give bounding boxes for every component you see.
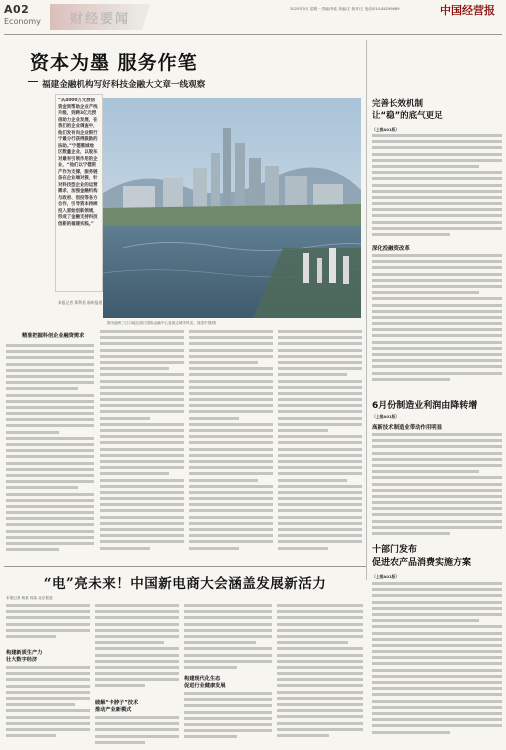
bottom-divider — [4, 566, 366, 567]
bottom-headline: “电”亮未来！中国新电商大会涵盖发展新活力 — [43, 576, 327, 592]
header-divider — [4, 34, 502, 35]
newspaper-logo: 中国经营报 — [440, 4, 495, 17]
photo-caption: 图为福州三江口地区滨江国际金融中心及周边城市风光。视觉中国/图 — [107, 321, 217, 325]
continuation-label-2: （上接A01版） — [372, 414, 400, 419]
bottom-col-4 — [277, 604, 363, 748]
right-body-1a — [372, 134, 502, 242]
bottom-col-3b — [184, 692, 272, 748]
bottom-col-1a — [6, 604, 90, 648]
right-subhead-2: 高新技术制造业带动作用明显 — [372, 425, 443, 431]
body-column-1 — [6, 344, 94, 564]
continuation-label-1: （上接A01版） — [372, 127, 400, 132]
right-subhead-1: 深化投融资改革 — [372, 246, 410, 252]
right-body-2 — [372, 433, 502, 539]
page-header — [0, 0, 506, 38]
right-body-1b — [372, 254, 502, 392]
subtitle-dash — [28, 81, 38, 82]
section-name: Economy — [4, 17, 41, 26]
lead-intro: “从4000万元授信资金到帮助企业产线升级，到跨3亿元授信助力企业发展，在我们的企业调查中，他们发有向企业银行宁最分行获得鼓励的扶助。”宁德蕉城地区数量企业，以股东对最有引领作用的企业，“他们以宁德资产作为支撑，服务链条在企业端对接，针对科技型企业的运营需求，加强金融机构与政府、创投等各方合作，引导资本持续投入原始创新领域，形成了金融支持科技创新的福建实践。” — [58, 98, 98, 227]
bottom-subhead-c: 构建现代化生态 促进行业健康发展 — [184, 676, 226, 689]
city-skyline-photo — [103, 98, 361, 318]
lead-headline: 资本为墨 服务作笔 — [30, 52, 198, 74]
bottom-byline: 本报记者 杨某 郭某 北京报道 — [6, 596, 53, 600]
bottom-subhead-b: 破解“卡脖子”技术 推动产业新模式 — [95, 700, 139, 713]
bottom-col-2a — [95, 604, 179, 700]
right-body-3 — [372, 582, 502, 746]
lead-author: 本报记者 郑利君 福州报道 — [58, 300, 103, 305]
right-headline-2: 6月份制造业利润由降转增 — [372, 401, 478, 411]
body-column-4 — [278, 330, 362, 564]
continuation-label-3: （上接A01版） — [372, 574, 400, 579]
left-subheading: 精准把握科创企业融资需求 — [22, 333, 85, 339]
section-number: A02 — [4, 3, 30, 16]
right-column-divider — [366, 40, 367, 580]
right-headline-3: 十部门发布 促进农产品消费实施方案 — [372, 545, 472, 568]
column-title: 财经要闻 — [70, 12, 131, 27]
skyline-illustration — [103, 98, 361, 318]
lead-subtitle: 福建金融机构写好科技金融大文章一线观察 — [42, 80, 206, 90]
bottom-col-1b — [6, 666, 90, 748]
body-column-2 — [100, 330, 184, 564]
bottom-col-3a — [184, 604, 272, 674]
bottom-subhead-a: 构建新质生产力 壮大数字经济 — [6, 650, 43, 663]
bottom-col-2b — [95, 716, 179, 748]
right-headline-1: 完善长效机制 让“稳”的底气更足 — [372, 99, 443, 121]
body-column-3 — [189, 330, 273, 564]
issue-meta: 2025年5月 星期一 责编/李佳 美编/王 校对/王 电话/010-84295689 — [290, 7, 400, 11]
